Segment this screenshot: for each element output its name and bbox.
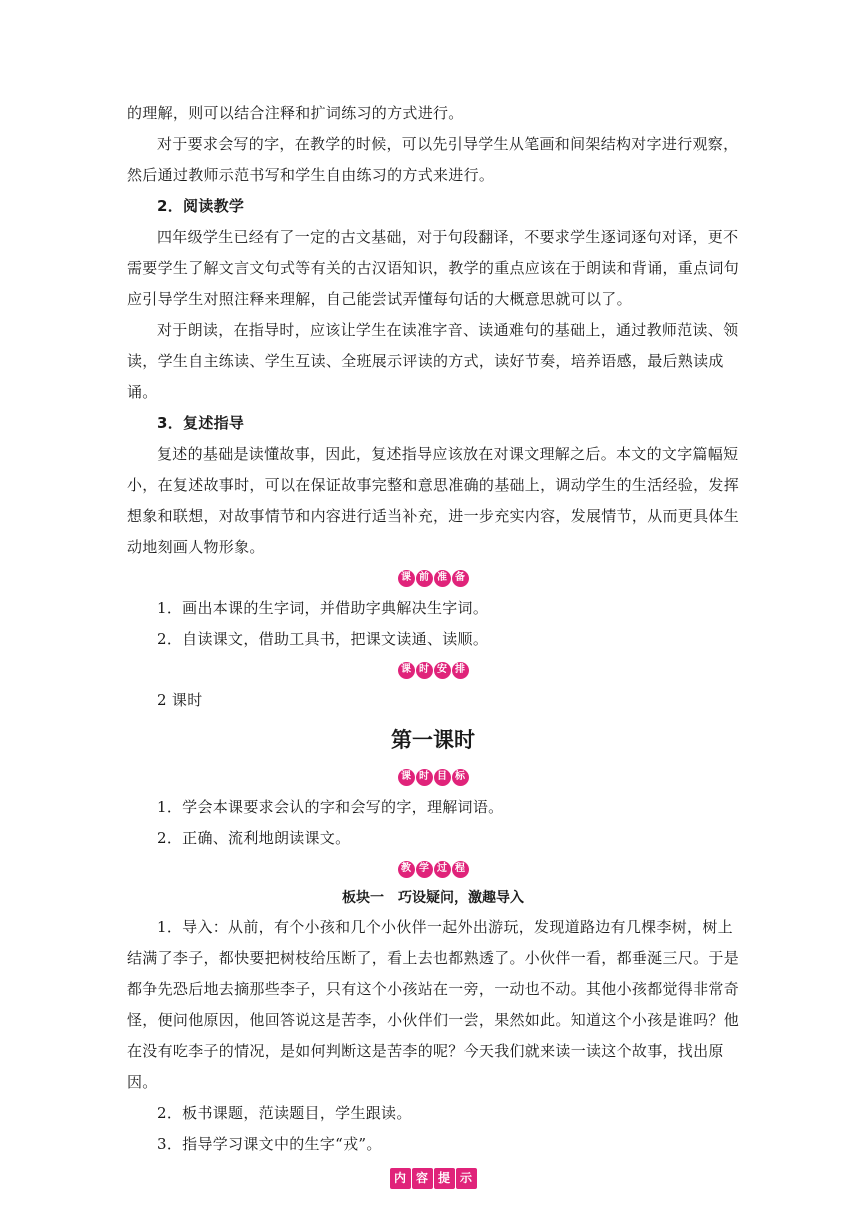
section-badge-prep [127,563,739,593]
list-item: 2．自读课文，借助工具书，把课文读通、读顺。 [157,630,489,648]
badge-char: 内 [390,1168,411,1189]
list-item: 1．导入：从前，有个小孩和几个小伙伴一起外出游玩，发现道路边有几棵李树，树上结满了李子，都快要把树枝给压断了，看上去也都熟透了。小伙伴一看，都垂涎三尺。于是都争先恐后地去摘那些李子，只有这个小孩站在一旁，一动也不动。其他小孩都觉得非常奇怪，便问他原因，他回答说这是苦李，小伙伴们一尝，果然如此。知道这个小孩是谁吗？他在没有吃李子的情况，是如何判断这是苦李的呢？今天我们就来读一读这个故事，找出原因。 [127,918,740,1091]
badge-char: 备 [452,570,469,587]
badge-char: 目 [434,769,451,786]
badge-char: 过 [434,861,451,878]
document-page [127,98,739,1196]
section-badge-process [127,854,739,884]
list-item: 1．学会本课要求会认的字和会写的字，理解词语。 [157,798,504,816]
badge-char: 前 [416,570,433,587]
badge-char: 提 [434,1168,455,1189]
section-badge-goals [127,762,739,792]
badge-char: 安 [434,662,451,679]
badge-char: 时 [416,769,433,786]
badge-char: 容 [412,1168,433,1189]
badge-char: 标 [452,769,469,786]
lesson-title: 第一课时 [391,728,475,752]
schedule-text: 2 课时 [157,691,203,709]
block-title: 板块一 巧设疑问，激趣导入 [342,890,524,906]
list-item: 2．板书课题，范读题目，学生跟读。 [157,1104,412,1122]
badge-char: 排 [452,662,469,679]
section-heading: 2．阅读教学 [157,197,245,215]
badge-char: 教 [398,861,415,878]
section-badge-tip [127,1160,739,1196]
paragraph: 复述的基础是读懂故事，因此，复述指导应该放在对课文理解之后。本文的文字篇幅短小，在复述故事时，可以在保证故事完整和意思准确的基础上，调动学生的生活经验，发挥想象和联想，对故事情节和内容进行适当补充，进一步充实内容，发展情节，从而更具体生动地刻画人物形象。 [127,445,740,556]
section-heading: 3．复述指导 [157,414,245,432]
badge-char: 示 [456,1168,477,1189]
badge-char: 准 [434,570,451,587]
list-item: 2．正确、流利地朗读课文。 [157,829,351,847]
badge-char: 课 [398,662,415,679]
paragraph: 的理解，则可以结合注释和扩词练习的方式进行。 [127,104,464,122]
list-item: 1．画出本课的生字词，并借助字典解决生字词。 [157,599,489,617]
paragraph: 四年级学生已经有了一定的古文基础，对于句段翻译，不要求学生逐词逐句对译，更不需要学生了解文言文句式等有关的古汉语知识，教学的重点应该在于朗读和背诵，重点词句应引导学生对照注释来理解，自己能尝试弄懂每句话的大概意思就可以了。 [127,228,740,308]
badge-char: 课 [398,769,415,786]
list-item: 3．指导学习课文中的生字“戎”。 [157,1135,382,1153]
paragraph: 对于朗读，在指导时，应该让学生在读准字音、读通难句的基础上，通过教师范读、领读，学生自主练读、学生互读、全班展示评读的方式，读好节奏，培养语感，最后熟读成诵。 [127,321,739,401]
badge-char: 时 [416,662,433,679]
badge-char: 学 [416,861,433,878]
paragraph: 对于要求会写的字，在教学的时候，可以先引导学生从笔画和间架结构对字进行观察，然后通过教师示范书写和学生自由练习的方式来进行。 [127,135,739,184]
badge-char: 课 [398,570,415,587]
badge-char: 程 [452,861,469,878]
section-badge-schedule [127,655,739,685]
